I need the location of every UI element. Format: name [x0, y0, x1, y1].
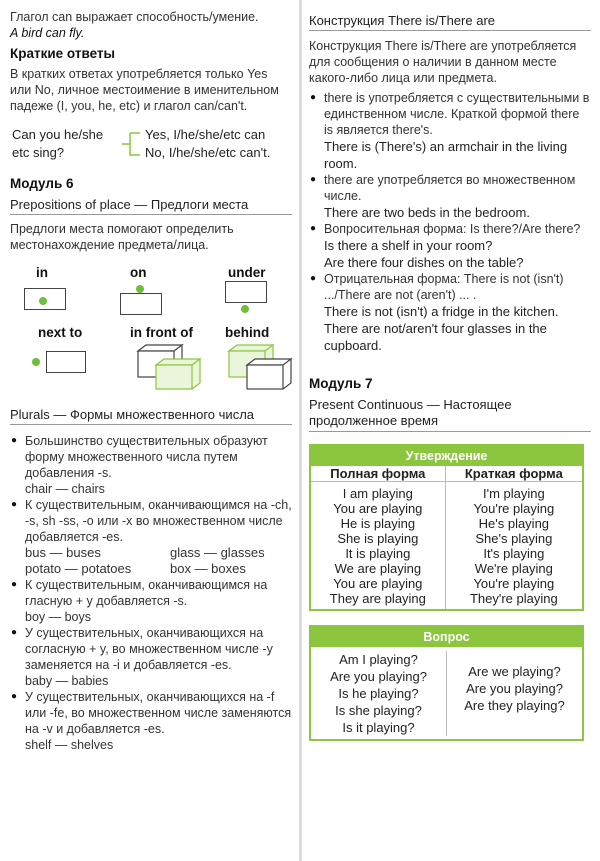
there-title: Конструкция There is/There are — [309, 13, 591, 31]
question-cell: Are you playing? — [466, 681, 563, 696]
short-answers-text: В кратких ответах употребляется только Yes или No, личное местоимение в именительном падеже (I, you, he, etc) и глагол can/can't. — [10, 67, 279, 113]
short-form-cell: You're playing — [445, 576, 582, 591]
there-example: There are not/aren't four glasses in the cupboard. — [324, 321, 547, 353]
plural-rules — [10, 433, 292, 753]
full-form-cell: I am playing — [342, 486, 413, 501]
can-example: A bird can fly. — [10, 26, 85, 40]
prep-label-next-to: next to — [38, 325, 83, 340]
prep-label-in-front-of: in front of — [130, 325, 193, 340]
question-cell: Is she playing? — [335, 703, 422, 718]
plural-rule-text: ● Большинство существительных образуют форму множественного числа путем добавления -s. — [25, 434, 268, 480]
dot-in — [39, 297, 47, 305]
plural-example: chair — chairs — [25, 482, 105, 496]
affirmative-grid — [311, 466, 582, 609]
plural-rule — [10, 625, 292, 689]
question-cell: Is it playing? — [342, 720, 415, 735]
plural-example: bus — buses — [25, 545, 101, 560]
can-rule: Глагол can выражает способность/умение. — [10, 10, 259, 24]
question-cell: Are they playing? — [464, 698, 565, 713]
there-intro: Конструкция There is/There are употребляется для сообщения о наличии в данном месте какого-либо лица или предмета. — [309, 39, 577, 85]
there-rule-text: ● there are употребляется во множественном числе. — [324, 173, 576, 203]
plural-example: box — boxes — [170, 561, 246, 576]
there-example: Is there a shelf in your room? — [324, 238, 493, 253]
question-cell: Are you playing? — [330, 669, 427, 684]
question-right-col — [446, 651, 582, 736]
question-cell: Am I playing? — [339, 652, 418, 667]
short-form-cell: You're playing — [445, 501, 582, 516]
short-form-cell: We're playing — [445, 561, 582, 576]
prep-label-on: on — [130, 265, 147, 280]
plural-example: shelf — shelves — [25, 738, 114, 752]
short-form-cell: He's playing — [445, 516, 582, 531]
there-rule — [309, 221, 591, 271]
short-answers-example — [10, 126, 292, 164]
full-form-cell: You are playing — [333, 501, 423, 516]
plural-rule-text: ● К существительным, оканчивающимся на -ch, -s, sh -ss, -o или -x во множественном числе добавляется -es. — [25, 498, 292, 544]
there-example: There is not (isn't) a fridge in the kitchen. — [324, 304, 559, 319]
plural-example: potato — potatoes — [25, 561, 132, 576]
prepositions-diagram — [10, 259, 292, 385]
plural-example: boy — boys — [25, 610, 92, 624]
present-continuous-title: Present Continuous — Настоящее продолженное время — [309, 397, 591, 432]
left-column — [10, 0, 292, 753]
prep-label-in: in — [36, 265, 48, 280]
box-next-to — [46, 351, 86, 373]
module7-title: Модуль 7 — [309, 376, 373, 391]
question-cell: Is he playing? — [338, 686, 419, 701]
prepositions-text: Предлоги места помогают определить местонахождение предмета/лица. — [10, 222, 234, 252]
affirmative-header: Утверждение — [311, 446, 582, 466]
plural-rule — [10, 433, 292, 497]
short-form-cell: She's playing — [445, 531, 582, 546]
plural-examples — [25, 545, 292, 577]
prep-label-behind: behind — [225, 325, 270, 340]
answer-yes: Yes, I/he/she/etc can — [145, 127, 266, 142]
plural-rule — [10, 689, 292, 753]
question-line-2: etc sing? — [12, 145, 65, 160]
full-form-cell: He is playing — [340, 516, 416, 531]
there-example: There is (There's) an armchair in the living room. — [324, 139, 568, 171]
there-example: There are two beds in the bedroom. — [324, 205, 530, 220]
affirmative-table — [309, 444, 584, 611]
short-form-cell: They're playing — [445, 591, 582, 609]
question-line-1: Can you he/she — [12, 127, 104, 142]
box-under — [225, 281, 267, 303]
full-form-cell: We are playing — [334, 561, 422, 576]
plural-rule — [10, 577, 292, 625]
full-form-header: Полная форма — [311, 466, 445, 482]
prepositions-title: Prepositions of place — Предлоги места — [10, 197, 292, 215]
cube-behind — [225, 343, 295, 391]
dot-next-to — [32, 358, 40, 366]
prep-label-under: under — [228, 265, 266, 280]
plural-rule — [10, 497, 292, 577]
page-fold — [299, 0, 302, 861]
full-form-cell: It is playing — [345, 546, 411, 561]
there-rule-text: ● there is употребляется с существительными в единственном числе. Краткой формой there is является there's. — [324, 91, 590, 137]
box-on — [120, 293, 162, 315]
there-rule — [309, 90, 591, 172]
dot-on — [136, 285, 144, 293]
right-column — [309, 0, 591, 741]
plural-rule-text: ● У существительных, оканчивающихся на -f или -fe, во множественном числе заменяются на -v и добавляется -es. — [25, 690, 292, 736]
answer-no: No, I/he/she/etc can't. — [145, 145, 271, 160]
there-rule — [309, 271, 591, 354]
question-header: Вопрос — [311, 627, 582, 647]
question-cell: Are we playing? — [468, 664, 561, 679]
there-rules — [309, 90, 591, 354]
plural-example: glass — glasses — [170, 545, 265, 560]
question-left-col — [311, 651, 446, 736]
there-rule — [309, 172, 591, 221]
question-grid — [311, 647, 582, 739]
full-form-cell: She is playing — [337, 531, 419, 546]
full-form-cell: You are playing — [333, 576, 423, 591]
there-rule-text: ● Отрицательная форма: There is not (isn't) .../There are not (aren't) ... . — [324, 272, 564, 302]
short-answers-title: Краткие ответы — [10, 46, 116, 61]
short-form-header: Краткая форма — [445, 466, 582, 482]
bracket-icon — [120, 130, 142, 158]
plurals-title: Plurals — Формы множественного числа — [10, 407, 292, 425]
module6-title: Модуль 6 — [10, 176, 74, 191]
short-form-cell: I'm playing — [445, 482, 582, 502]
plural-example: baby — babies — [25, 674, 109, 688]
short-form-cell: It's playing — [445, 546, 582, 561]
plural-rule-text: ● У существительных, оканчивающихся на согласную + y, во множественном числе -y заменяется на -i и добавляется -es. — [25, 626, 273, 672]
dot-under — [241, 305, 249, 313]
cube-in-front-of — [134, 343, 204, 391]
plural-rule-text: ● К существительным, оканчивающимся на гласную + y добавляется -s. — [25, 578, 268, 608]
full-form-cell: They are playing — [329, 591, 426, 606]
there-example: Are there four dishes on the table? — [324, 255, 524, 270]
question-table — [309, 625, 584, 741]
there-rule-text: ● Вопросительная форма: Is there?/Are there? — [324, 222, 581, 236]
